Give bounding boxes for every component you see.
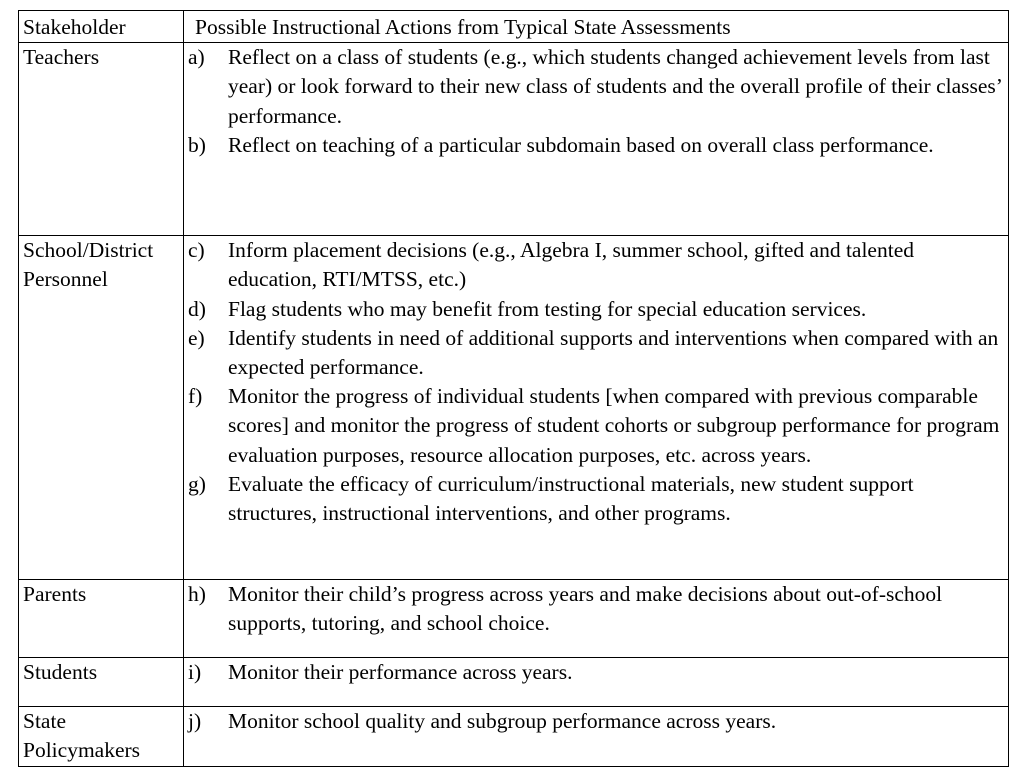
item-marker: e) (188, 325, 205, 350)
header-row (19, 11, 1009, 43)
stakeholder-cell (19, 580, 184, 658)
list-item (188, 658, 1008, 687)
item-text: Monitor their child’s progress across years and make decisions about out-of-school supports, tutoring, and school choice. (228, 582, 943, 636)
action-list (188, 580, 1008, 638)
actions-cell (184, 236, 1009, 580)
item-marker: b) (188, 132, 206, 157)
actions-cell (184, 658, 1009, 707)
stakeholder-cell (19, 707, 184, 767)
item-marker: c) (188, 238, 205, 263)
list-item (188, 470, 1008, 528)
stakeholder-name: Teachers (23, 45, 100, 70)
list-item (188, 382, 1008, 470)
table-row (19, 707, 1009, 767)
stakeholder-name: State Policymakers (23, 709, 141, 763)
item-marker: d) (188, 296, 206, 321)
table-row (19, 236, 1009, 580)
list-item (188, 295, 1008, 324)
list-item (188, 236, 1008, 294)
list-item (188, 707, 1008, 736)
item-text: Evaluate the efficacy of curriculum/instructional materials, new student support structures, instructional interventions, and other programs. (228, 471, 914, 526)
item-marker: h) (188, 582, 206, 607)
item-marker: g) (188, 471, 206, 496)
item-marker: j) (188, 709, 202, 734)
table-row (19, 580, 1009, 658)
item-text: Flag students who may benefit from testing for special education services. (228, 296, 867, 321)
action-list (188, 707, 1008, 736)
stakeholder-column-header: Stakeholder (19, 11, 184, 43)
table-row (19, 658, 1009, 707)
list-item (188, 131, 1008, 160)
stakeholder-name: School/District Personnel (23, 238, 154, 292)
item-marker: i) (188, 660, 202, 685)
stakeholder-cell (19, 658, 184, 707)
action-list (188, 658, 1008, 687)
table-row (19, 43, 1009, 236)
item-text: Monitor the progress of individual students [when compared with previous comparable scores] and monitor the progress of student cohorts or subgroup performance for program evaluation purposes, resource allocation purposes, etc. across years. (228, 384, 1000, 467)
item-text: Inform placement decisions (e.g., Algebra I, summer school, gifted and talented education, RTI/MTSS, etc.) (228, 238, 914, 292)
item-text: Monitor school quality and subgroup performance across years. (228, 709, 777, 734)
item-text: Identify students in need of additional supports and interventions when compared with an expected performance. (228, 325, 999, 380)
list-item (188, 324, 1008, 382)
action-list (188, 236, 1008, 528)
list-item (188, 43, 1008, 131)
stakeholder-name: Parents (23, 582, 87, 607)
stakeholder-name: Students (23, 660, 98, 685)
item-marker: f) (188, 384, 203, 409)
actions-column-header: Possible Instructional Actions from Typical State Assessments (184, 11, 1009, 43)
actions-cell (184, 580, 1009, 658)
stakeholder-cell (19, 236, 184, 580)
action-list (188, 43, 1008, 160)
stakeholder-cell (19, 43, 184, 236)
item-text: Reflect on teaching of a particular subdomain based on overall class performance. (228, 132, 934, 157)
actions-cell (184, 43, 1009, 236)
item-text: Monitor their performance across years. (228, 660, 573, 685)
list-item (188, 580, 1008, 638)
item-marker: a) (188, 45, 205, 70)
item-text: Reflect on a class of students (e.g., which students changed achievement levels from last year) or look forward to their new class of students and the overall profile of their classes’ performance. (228, 45, 1002, 128)
actions-cell (184, 707, 1009, 767)
stakeholder-actions-table (18, 10, 1009, 767)
